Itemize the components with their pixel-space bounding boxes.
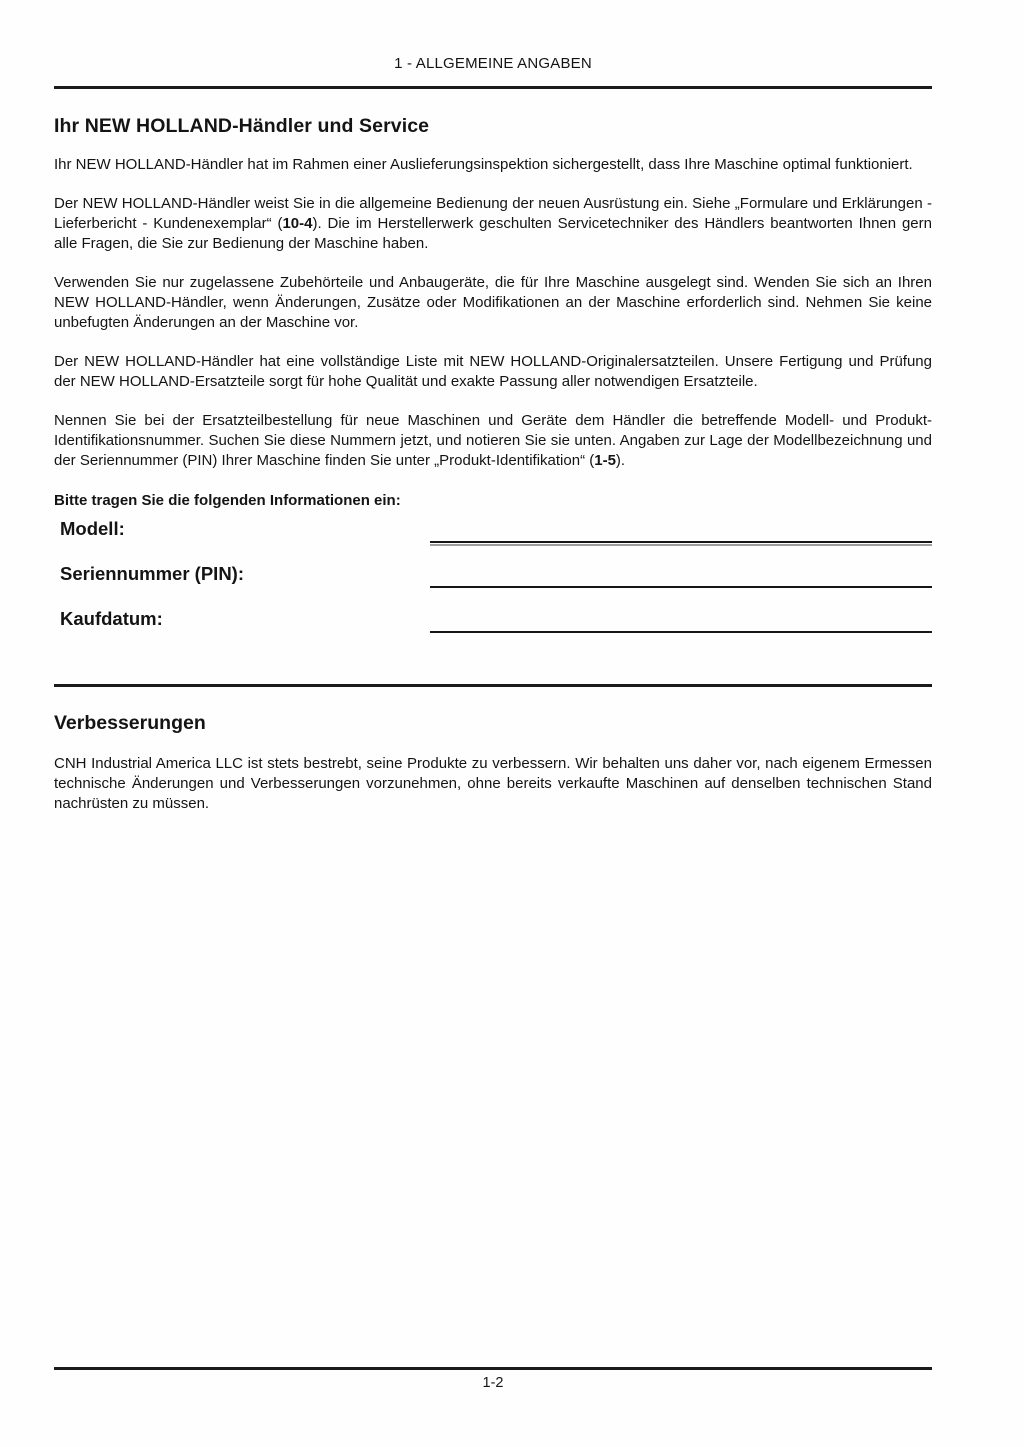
field-label-modell: Modell: <box>60 518 125 539</box>
paragraph-improvements: CNH Industrial America LLC ist stets bestrebt, seine Produkte zu verbessern. Wir behalten uns daher vor, nach eigenem Ermessen technische Änderungen und Verbesserungen vorzunehmen, ohne bereits verkaufte Maschinen auf denselben technischen Stand nachrüsten zu müssen. <box>54 755 932 812</box>
field-underline-kaufdatum <box>430 631 932 633</box>
paragraph-approved-accessories: Verwenden Sie nur zugelassene Zubehörteile und Anbaugeräte, die für Ihre Maschine ausgelegt sind. Wenden Sie sich an Ihren NEW HOLLAND-Händler, wenn Änderungen, Zusätze oder Modifikationen an der Maschine erforderlich sind. Nehmen Sie keine unbefugten Änderungen an der Maschine vor. <box>54 274 932 331</box>
field-label-seriennummer: Seriennummer (PIN): <box>60 563 245 584</box>
form-field-row-modell <box>54 518 932 539</box>
paragraph-parts-ordering: Nennen Sie bei der Ersatzteilbestellung für neue Maschinen und Geräte dem Händler die betreffende Modell- und Produkt-Identifikationsnummer. Suchen Sie diese Nummern jetzt, und notieren Sie sie unten. Angaben zur Lage der Modellbezeichnung und der Seriennummer (PIN) Ihrer Maschine finden Sie unter „Produkt-Identifikation“ (1-5). <box>54 412 932 469</box>
section-title-improvements: Verbesserungen <box>54 712 206 734</box>
paragraph-original-parts: Der NEW HOLLAND-Händler hat eine vollständige Liste mit NEW HOLLAND-Originalersatzteilen. Unsere Fertigung und Prüfung der NEW HOLLAND-Ersatzteile sorgt für hohe Qualität und exakte Passung aller notwendigen Ersatzteile. <box>54 353 932 390</box>
form-field-row-kaufdatum <box>54 608 932 629</box>
footer-rule <box>54 1367 932 1370</box>
page-footer <box>54 1367 932 1391</box>
field-label-kaufdatum: Kaufdatum: <box>60 608 163 629</box>
form-field-row-seriennummer <box>54 563 932 584</box>
form-intro-text: Bitte tragen Sie die folgenden Informationen ein: <box>54 492 401 509</box>
field-underline-modell <box>430 541 932 543</box>
page-header-title: 1 - ALLGEMEINE ANGABEN <box>394 55 592 72</box>
section-divider-rule <box>54 684 932 687</box>
section-title-dealer-service: Ihr NEW HOLLAND-Händler und Service <box>54 115 430 137</box>
paragraph-delivery-inspection: Ihr NEW HOLLAND-Händler hat im Rahmen einer Auslieferungsinspektion sichergestellt, dass Ihre Maschine optimal funktioniert. <box>54 156 913 173</box>
header-rule <box>54 86 932 89</box>
paragraph-operation-training: Der NEW HOLLAND-Händler weist Sie in die allgemeine Bedienung der neuen Ausrüstung ein. Siehe „Formulare und Erklärungen - Lieferbericht - Kundenexemplar“ (10-4). Die im Herstellerwerk geschulten Servicetechniker des Händlers beantworten Ihnen gern alle Fragen, die Sie zur Bedienung der Maschine haben. <box>54 195 932 252</box>
page-number: 1-2 <box>482 1375 504 1391</box>
field-underline-seriennummer <box>430 586 932 588</box>
